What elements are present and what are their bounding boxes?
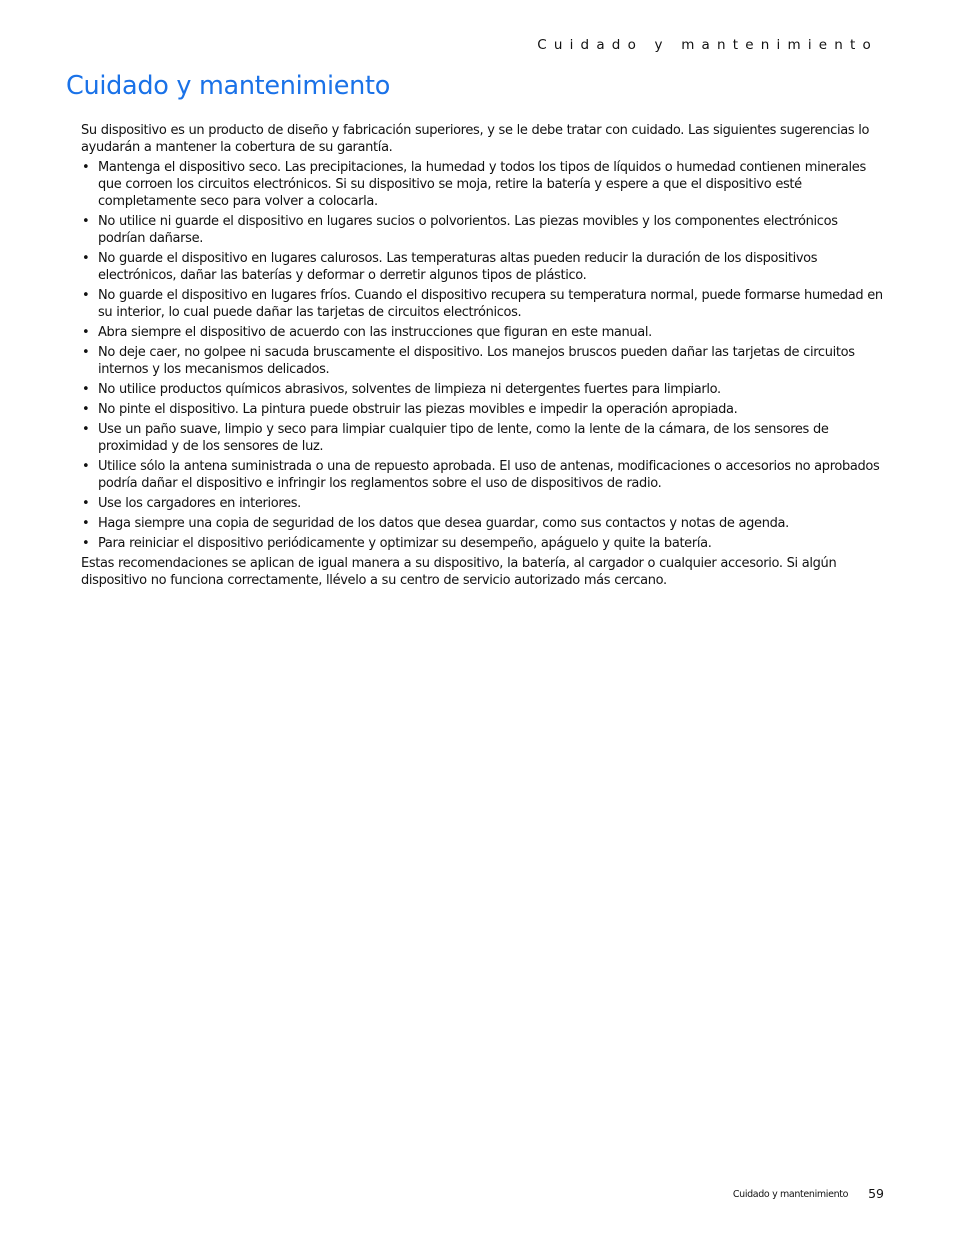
list-item bbox=[81, 515, 884, 532]
document-body bbox=[81, 122, 884, 589]
bullet-icon: • bbox=[82, 536, 90, 551]
list-item bbox=[81, 401, 884, 418]
list-item bbox=[81, 458, 884, 492]
list-item-text: Haga siempre una copia de seguridad de los datos que desea guardar, como sus contactos y notas de agenda. bbox=[98, 516, 789, 531]
list-item bbox=[81, 213, 884, 247]
closing-paragraph: Estas recomendaciones se aplican de igual manera a su dispositivo, la batería, al cargador o cualquier accesorio. Si algún dispositivo no funciona correctamente, llévelo a su centro de servicio autorizado más cercano. bbox=[81, 556, 837, 588]
list-item bbox=[81, 287, 884, 321]
bullet-icon: • bbox=[82, 251, 90, 266]
page-number: 59 bbox=[868, 1186, 884, 1201]
list-item bbox=[81, 535, 884, 552]
list-item bbox=[81, 324, 884, 341]
bullet-icon: • bbox=[82, 345, 90, 360]
list-item-text: No utilice productos químicos abrasivos, solventes de limpieza ni detergentes fuertes para limpiarlo. bbox=[98, 382, 721, 397]
list-item bbox=[81, 421, 884, 455]
list-item-text: Mantenga el dispositivo seco. Las precipitaciones, la humedad y todos los tipos de líquidos o humedad contienen minerales que corroen los circuitos electrónicos. Si su dispositivo se moja, retire la batería y espere a que el dispositivo esté completamente seco para volver a colocarla. bbox=[98, 160, 866, 209]
list-item bbox=[81, 495, 884, 512]
list-item bbox=[81, 381, 884, 398]
list-item-text: No guarde el dispositivo en lugares fríos. Cuando el dispositivo recupera su temperatura normal, puede formarse humedad en su interior, lo cual puede dañar las tarjetas de circuitos electrónicos. bbox=[98, 288, 883, 320]
bullet-icon: • bbox=[82, 422, 90, 437]
bullet-icon: • bbox=[82, 516, 90, 531]
list-item bbox=[81, 159, 884, 210]
bullet-icon: • bbox=[82, 325, 90, 340]
list-item bbox=[81, 344, 884, 378]
bullet-icon: • bbox=[82, 160, 90, 175]
running-header: Cuidado y mantenimiento bbox=[537, 37, 878, 53]
list-item-text: Utilice sólo la antena suministrada o una de repuesto aprobada. El uso de antenas, modificaciones o accesorios no aprobados podría dañar el dispositivo e infringir los reglamentos sobre el uso de dispositivos de radio. bbox=[98, 459, 880, 491]
bullet-icon: • bbox=[82, 288, 90, 303]
list-item-text: Para reiniciar el dispositivo periódicamente y optimizar su desempeño, apáguelo y quite la batería. bbox=[98, 536, 712, 551]
list-item-text: No pinte el dispositivo. La pintura puede obstruir las piezas movibles e impedir la operación apropiada. bbox=[98, 402, 738, 417]
footer-section-label: Cuidado y mantenimiento bbox=[732, 1189, 849, 1200]
bullet-icon: • bbox=[82, 496, 90, 511]
page-footer bbox=[733, 1183, 884, 1202]
list-item bbox=[81, 250, 884, 284]
list-item-text: No guarde el dispositivo en lugares calurosos. Las temperaturas altas pueden reducir la duración de los dispositivos electrónicos, dañar las baterías y deformar o derretir algunos tipos de plástico. bbox=[98, 251, 818, 283]
list-item-text: Use los cargadores en interiores. bbox=[98, 496, 301, 511]
page-title: Cuidado y mantenimiento bbox=[66, 71, 390, 101]
care-tips-list bbox=[81, 159, 884, 552]
intro-paragraph: Su dispositivo es un producto de diseño y fabricación superiores, y se le debe tratar con cuidado. Las siguientes sugerencias lo ayudarán a mantener la cobertura de su garantía. bbox=[81, 123, 870, 155]
list-item-text: No utilice ni guarde el dispositivo en lugares sucios o polvorientos. Las piezas movibles y los componentes electrónicos podrían dañarse. bbox=[98, 214, 838, 246]
bullet-icon: • bbox=[82, 459, 90, 474]
list-item-text: No deje caer, no golpee ni sacuda bruscamente el dispositivo. Los manejos bruscos pueden dañar las tarjetas de circuitos internos y los mecanismos delicados. bbox=[98, 345, 855, 377]
bullet-icon: • bbox=[82, 402, 90, 417]
bullet-icon: • bbox=[82, 214, 90, 229]
list-item-text: Use un paño suave, limpio y seco para limpiar cualquier tipo de lente, como la lente de la cámara, de los sensores de proximidad y de los sensores de luz. bbox=[98, 422, 829, 454]
bullet-icon: • bbox=[82, 382, 90, 397]
list-item-text: Abra siempre el dispositivo de acuerdo con las instrucciones que figuran en este manual. bbox=[98, 325, 652, 340]
